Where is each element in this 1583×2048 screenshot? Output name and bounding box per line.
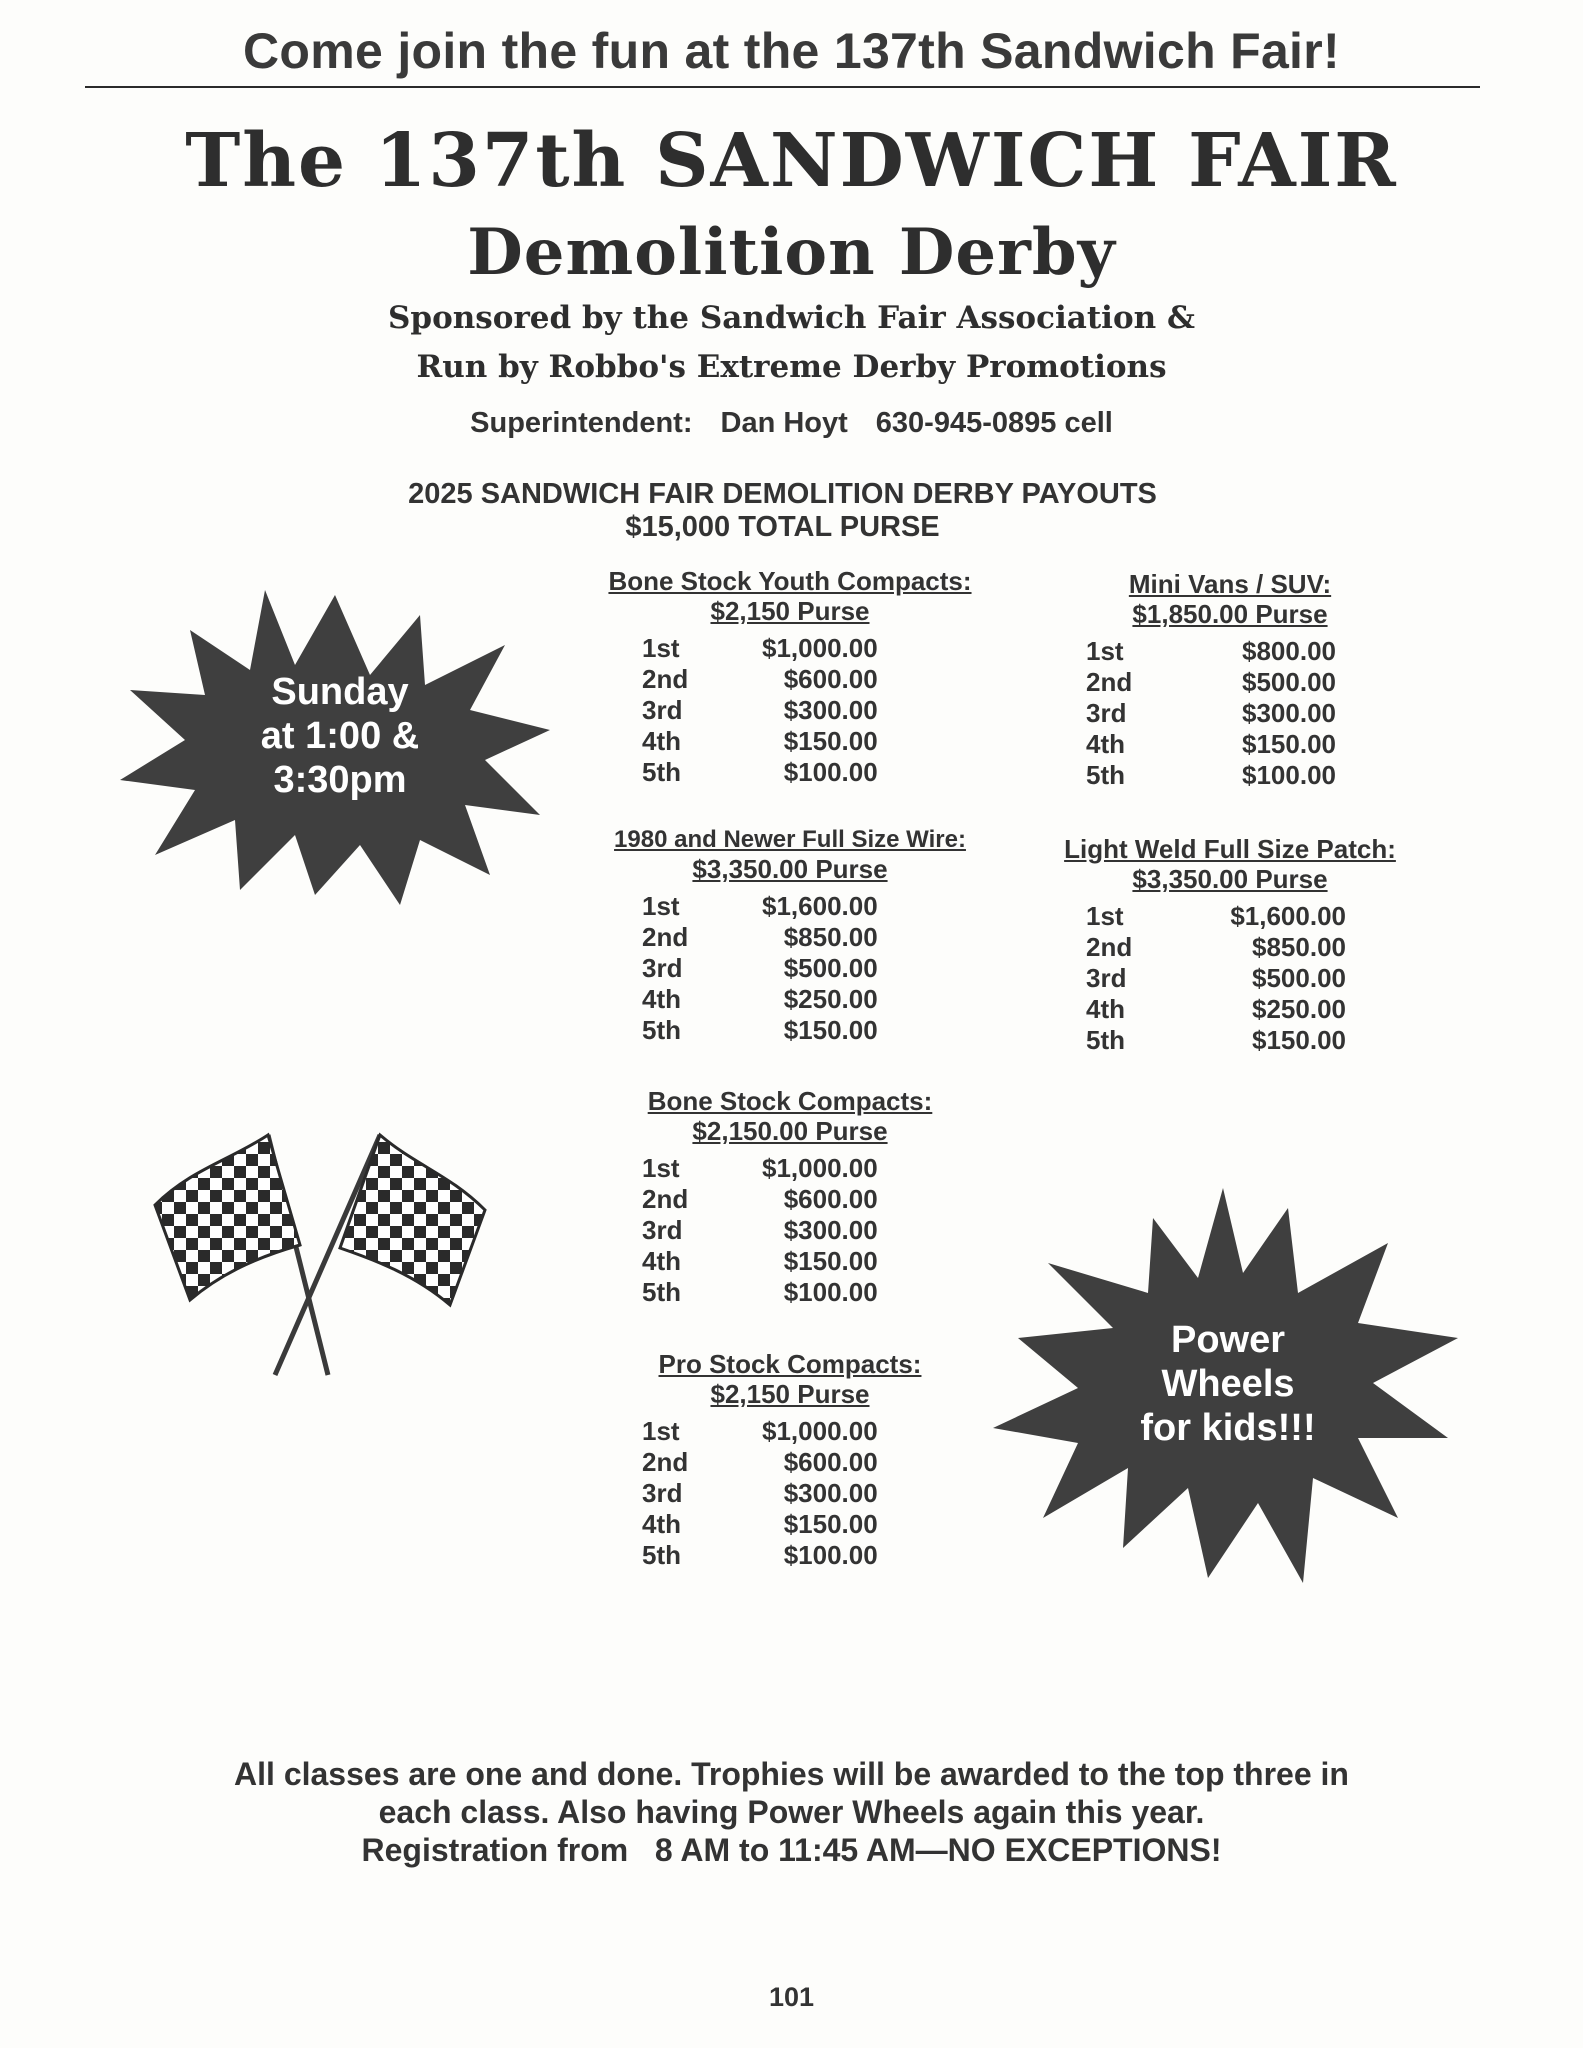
class-payout (590, 1087, 990, 1308)
amount-cell: $300.00 (783, 1215, 878, 1245)
amount-cell: $250.00 (1252, 994, 1346, 1024)
footer-line-2: each class. Also having Power Wheels again this year. (378, 1794, 1205, 1830)
table-row (1086, 636, 1336, 667)
amount-cell: $150.00 (1242, 729, 1336, 759)
payout-table (642, 1416, 878, 1571)
place-cell: 2nd (642, 922, 689, 952)
sunday-line-3: 3:30pm (273, 759, 407, 801)
payout-table (1086, 901, 1346, 1056)
power-line-1: Power (1170, 1319, 1286, 1361)
place-cell: 5th (1086, 760, 1125, 790)
sponsor-line-1: Sponsored by the Sandwich Fair Association & (388, 300, 1195, 336)
banner-divider (85, 86, 1480, 88)
payouts-header: 2025 SANDWICH FAIR DEMOLITION DERBY PAYOUTS (408, 478, 1157, 510)
class-purse: $3,350.00 Purse (692, 854, 888, 884)
table-row (642, 1184, 878, 1215)
place-cell: 4th (642, 984, 681, 1014)
table-row (1086, 667, 1336, 698)
table-row (642, 726, 878, 757)
class-payout (1040, 570, 1420, 791)
amount-cell: $100.00 (783, 757, 878, 787)
amount-cell: $600.00 (783, 1447, 878, 1477)
table-row (642, 695, 878, 726)
class-payout (590, 567, 990, 788)
class-payout (590, 1350, 990, 1571)
amount-cell: $150.00 (783, 1246, 878, 1276)
place-cell: 1st (642, 1153, 680, 1183)
payout-table (1086, 636, 1336, 791)
power-line-3: for kids!!! (1140, 1407, 1316, 1449)
amount-cell: $1,600.00 (1230, 901, 1346, 931)
top-banner: Come join the fun at the 137th Sandwich Fair! (243, 23, 1340, 79)
table-row (642, 1015, 878, 1046)
place-cell: 5th (642, 757, 681, 787)
class-purse: $2,150 Purse (710, 1379, 870, 1409)
place-cell: 4th (642, 726, 681, 756)
place-cell: 3rd (642, 1215, 683, 1245)
table-row (642, 1447, 878, 1478)
place-cell: 5th (642, 1015, 681, 1045)
payout-table (642, 633, 878, 788)
amount-cell: $250.00 (783, 984, 878, 1014)
sunday-line-1: Sunday (271, 671, 409, 713)
amount-cell: $100.00 (783, 1540, 878, 1570)
table-row (1086, 1025, 1346, 1056)
place-cell: 4th (642, 1246, 681, 1276)
amount-cell: $300.00 (783, 695, 878, 725)
amount-cell: $850.00 (1252, 932, 1346, 962)
place-cell: 1st (642, 633, 680, 663)
payout-table (642, 1153, 878, 1308)
place-cell: 4th (1086, 994, 1125, 1024)
table-row (642, 1416, 878, 1447)
place-cell: 2nd (1086, 667, 1133, 697)
table-row (642, 891, 878, 922)
page-subtitle: Demolition Derby (467, 215, 1116, 290)
place-cell: 3rd (1086, 698, 1127, 728)
place-cell: 1st (642, 891, 680, 921)
place-cell: 3rd (642, 1478, 683, 1508)
table-row (642, 1540, 878, 1571)
amount-cell: $850.00 (783, 922, 878, 952)
checkered-flags (150, 1130, 490, 1390)
place-cell: 5th (1086, 1025, 1125, 1055)
table-row (642, 984, 878, 1015)
superintendent-label: Superintendent: (470, 407, 693, 439)
amount-cell: $1,000.00 (762, 1416, 878, 1446)
amount-cell: $150.00 (783, 1509, 878, 1539)
table-row (642, 953, 878, 984)
place-cell: 1st (1086, 901, 1124, 931)
place-cell: 2nd (642, 1447, 689, 1477)
table-row (642, 757, 878, 788)
class-purse: $2,150 Purse (710, 596, 870, 626)
sunday-starburst (120, 590, 560, 910)
footer-line-3: Registration from 8 AM to 11:45 AM—NO EXCEPTIONS! (361, 1832, 1222, 1868)
class-title: Bone Stock Youth Compacts: (608, 566, 972, 596)
place-cell: 4th (1086, 729, 1125, 759)
place-cell: 2nd (1086, 932, 1133, 962)
place-cell: 1st (642, 1416, 680, 1446)
table-row (642, 1153, 878, 1184)
amount-cell: $500.00 (1252, 963, 1346, 993)
superintendent-line (0, 407, 1583, 440)
table-row (642, 1215, 878, 1246)
class-title: Bone Stock Compacts: (647, 1086, 933, 1116)
amount-cell: $600.00 (783, 664, 878, 694)
amount-cell: $100.00 (1242, 760, 1336, 790)
amount-cell: $800.00 (1242, 636, 1336, 666)
table-row (642, 664, 878, 695)
amount-cell: $100.00 (783, 1277, 878, 1307)
class-payout (1040, 835, 1420, 1056)
place-cell: 3rd (1086, 963, 1127, 993)
place-cell: 5th (642, 1277, 681, 1307)
table-row (1086, 698, 1336, 729)
place-cell: 3rd (642, 953, 683, 983)
amount-cell: $300.00 (783, 1478, 878, 1508)
class-purse: $2,150.00 Purse (692, 1116, 888, 1146)
amount-cell: $1,600.00 (762, 891, 878, 921)
class-payout (590, 825, 990, 1046)
footer-line-1: All classes are one and done. Trophies will be awarded to the top three in (234, 1756, 1349, 1792)
table-row (1086, 760, 1336, 791)
superintendent-name: Dan Hoyt (720, 407, 848, 439)
table-row (642, 1478, 878, 1509)
amount-cell: $600.00 (783, 1184, 878, 1214)
place-cell: 3rd (642, 695, 683, 725)
amount-cell: $500.00 (1242, 667, 1336, 697)
checkered-flags-icon (150, 1130, 490, 1390)
class-title: Mini Vans / SUV: (1128, 569, 1332, 599)
sponsor-line-2: Run by Robbo's Extreme Derby Promotions (416, 349, 1167, 385)
sunday-line-2: at 1:00 & (260, 715, 420, 757)
place-cell: 2nd (642, 1184, 689, 1214)
page-title: The 137th SANDWICH FAIR (185, 118, 1398, 204)
table-row (1086, 994, 1346, 1025)
superintendent-phone: 630-945-0895 cell (875, 407, 1113, 439)
amount-cell: $1,000.00 (762, 633, 878, 663)
table-row (642, 1246, 878, 1277)
amount-cell: $1,000.00 (762, 1153, 878, 1183)
class-title: 1980 and Newer Full Size Wire: (614, 826, 966, 853)
place-cell: 4th (642, 1509, 681, 1539)
class-purse: $3,350.00 Purse (1132, 864, 1328, 894)
amount-cell: $150.00 (783, 726, 878, 756)
table-row (1086, 963, 1346, 994)
page-number: 101 (768, 1982, 815, 2012)
total-purse: $15,000 TOTAL PURSE (625, 511, 940, 543)
amount-cell: $500.00 (783, 953, 878, 983)
class-purse: $1,850.00 Purse (1132, 599, 1328, 629)
payout-table (642, 891, 878, 1046)
place-cell: 1st (1086, 636, 1124, 666)
amount-cell: $300.00 (1242, 698, 1336, 728)
power-wheels-starburst (988, 1188, 1468, 1588)
table-row (1086, 932, 1346, 963)
class-title: Pro Stock Compacts: (658, 1349, 922, 1379)
table-row (642, 633, 878, 664)
amount-cell: $150.00 (1252, 1025, 1346, 1055)
table-row (642, 1509, 878, 1540)
class-title: Light Weld Full Size Patch: (1064, 834, 1396, 864)
table-row (642, 1277, 878, 1308)
power-line-2: Wheels (1161, 1363, 1295, 1405)
place-cell: 2nd (642, 664, 689, 694)
table-row (642, 922, 878, 953)
table-row (1086, 729, 1336, 760)
table-row (1086, 901, 1346, 932)
amount-cell: $150.00 (783, 1015, 878, 1045)
place-cell: 5th (642, 1540, 681, 1570)
